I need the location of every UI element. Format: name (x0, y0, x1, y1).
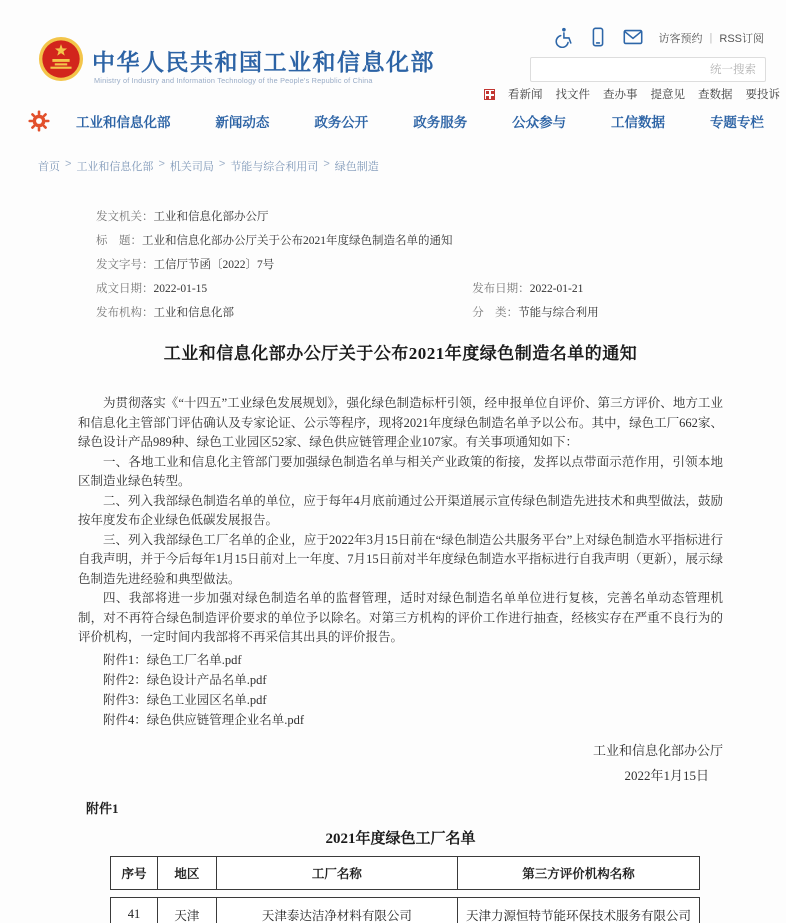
nav-item-gov-open[interactable]: 政务公开 (314, 115, 369, 130)
red-grid-icon (484, 89, 495, 100)
green-factory-table (110, 856, 700, 923)
meta-label: 发文机关： (96, 211, 154, 223)
ministry-title-en: Ministry of Industry and Information Technology of the People's Republic of China (94, 76, 373, 85)
search-input[interactable] (531, 58, 765, 81)
header-utility-icons (552, 26, 644, 48)
mobile-icon[interactable] (587, 26, 609, 48)
nav-item-news[interactable]: 新闻动态 (215, 115, 270, 130)
attachment-link-1[interactable]: 附件1：绿色工厂名单.pdf (103, 652, 242, 667)
attachment-link-3[interactable]: 附件3：绿色工业园区名单.pdf (103, 692, 267, 707)
table-header-index: 序号 (111, 857, 158, 889)
meta-row (96, 205, 723, 229)
table-header-factory: 工厂名称 (217, 857, 458, 889)
nav-item-miit[interactable]: 工业和信息化部 (76, 115, 171, 130)
nav-item-data[interactable]: 工信数据 (611, 115, 666, 130)
meta-row (96, 253, 723, 277)
document-body (78, 394, 723, 648)
main-nav (28, 104, 764, 138)
meta-label: 发布日期： (472, 283, 530, 295)
meta-value: 节能与综合利用 (518, 307, 599, 319)
signoff-organization: 工业和信息化部办公厅 (592, 742, 723, 758)
paragraph-intro: 为贯彻落实《“十四五”工业绿色发展规划》，强化绿色制造标杆引领，经申报单位自评价、第三方评价、地方工业和信息化主管部门评估确认及专家论证、公示等程序，现将2021年度绿色制造名单予以公布。其中，绿色工厂662家、绿色设计产品989种、绿色工业园区52家、绿色供应链管理企业107家。有关事项通知如下： (78, 396, 723, 449)
meta-value: 工业和信息化部办公厅关于公布2021年度绿色制造名单的通知 (142, 235, 453, 247)
signoff (78, 738, 723, 788)
national-emblem (38, 36, 84, 82)
meta-value: 2022-01-15 (153, 283, 208, 295)
page-title: 工业和信息化部办公厅关于公布2021年度绿色制造名单的通知 (163, 344, 638, 363)
annex-label: 附件1 (86, 800, 119, 816)
cell-index: 41 (111, 898, 158, 923)
meta-value: 工信厅节函〔2022〕7号 (153, 259, 275, 271)
attachments-list (78, 650, 723, 730)
paragraph-item-4: 四、我部将进一步加强对绿色制造名单的监督管理，适时对绿色制造名单单位进行复核，完善名单动态管理机制，对不再符合绿色制造评价要求的单位予以除名。对第三方机构的评价工作进行抽查，经核实存在严重不良行为的评价机构，一定时间内我部将不再采信其出具的评价报告。 (78, 591, 723, 644)
mail-icon[interactable] (622, 26, 644, 48)
paragraph-item-2: 二、列入我部绿色制造名单的单位，应于每年4月底前通过公开渠道展示宣传绿色制造先进技术和典型做法，鼓励按年度发布企业绿色低碳发展报告。 (78, 493, 723, 527)
accessibility-icon[interactable] (552, 26, 574, 48)
meta-label: 发布机构： (96, 307, 154, 319)
links-separator: | (709, 32, 713, 44)
breadcrumb-separator: > (323, 158, 330, 170)
table-header-evaluator: 第三方评价机构名称 (522, 866, 635, 881)
document-metadata (96, 205, 723, 325)
meta-label: 分 类： (472, 307, 519, 319)
meta-value: 工业和信息化部 (153, 307, 234, 319)
breadcrumb-separator: > (218, 158, 226, 170)
nav-item-topics[interactable]: 专题专栏 (709, 115, 764, 130)
breadcrumb-energy-dept[interactable]: 节能与综合利用司 (230, 161, 319, 173)
meta-row (96, 277, 723, 301)
document-content (78, 205, 723, 923)
nav-item-participation[interactable]: 公众参与 (512, 115, 567, 130)
paragraph-item-3: 三、列入我部绿色工厂名单的企业，应于2022年3月15日前在“绿色制造公共服务平台”上对绿色制造水平指标进行自我声明，并于今后每年1月15日前对上一年度、7月15日前对半年度绿色制造水平指标进行自我声明（更新），展示绿色制造先进经验和典型做法。 (78, 532, 723, 586)
cell-region: 天津 (158, 898, 217, 923)
cell-evaluator: 天津力源恒特节能环保技术服务有限公司 (465, 908, 691, 923)
header-links (659, 30, 764, 46)
quick-link-services[interactable]: 查办事 (603, 89, 638, 101)
meta-row (96, 301, 723, 325)
breadcrumb-departments[interactable]: 机关司局 (169, 161, 214, 173)
rss-subscribe-link[interactable]: RSS订阅 (719, 33, 764, 45)
cell-factory: 天津泰达洁净材料有限公司 (217, 898, 458, 923)
breadcrumb-separator: > (158, 158, 165, 170)
meta-label: 标 题： (96, 235, 142, 247)
breadcrumb-current: 绿色制造 (334, 161, 379, 173)
breadcrumb (38, 158, 379, 174)
ministry-title: 中华人民共和国工业和信息化部 (92, 49, 435, 75)
signoff-date: 2022年1月15日 (624, 767, 709, 783)
unified-search-box (530, 57, 766, 82)
quick-link-files[interactable]: 找文件 (555, 89, 590, 101)
quick-link-suggest[interactable]: 提意见 (650, 89, 685, 101)
gear-logo-icon[interactable] (28, 110, 50, 132)
annex-table-title: 2021年度绿色工厂名单 (325, 830, 476, 847)
quick-link-complaint[interactable]: 要投诉 (745, 89, 780, 101)
visitor-appointment-link[interactable]: 访客预约 (658, 33, 703, 45)
nav-item-gov-service[interactable]: 政务服务 (413, 115, 468, 130)
table-row (110, 897, 700, 923)
breadcrumb-separator: > (65, 158, 72, 170)
quick-link-news[interactable]: 看新闻 (508, 89, 543, 101)
breadcrumb-home[interactable]: 首页 (38, 161, 60, 173)
meta-value: 工业和信息化部办公厅 (153, 211, 269, 223)
search-quick-links (484, 86, 780, 102)
meta-row (96, 229, 723, 253)
meta-label: 成文日期： (96, 283, 154, 295)
attachment-link-2[interactable]: 附件2：绿色设计产品名单.pdf (103, 672, 267, 687)
table-header-row (110, 856, 700, 890)
meta-value: 2022-01-21 (529, 283, 584, 295)
quick-link-data[interactable]: 查数据 (698, 89, 733, 101)
breadcrumb-miit[interactable]: 工业和信息化部 (76, 161, 154, 173)
paragraph-item-1: 一、各地工业和信息化主管部门要加强绿色制造名单与相关产业政策的衔接，发挥以点带面示范作用，引领本地区制造业绿色转型。 (78, 454, 723, 488)
table-header-region: 地区 (158, 857, 217, 889)
meta-label: 发文字号： (96, 259, 154, 271)
attachment-link-4[interactable]: 附件4：绿色供应链管理企业名单.pdf (103, 712, 305, 727)
